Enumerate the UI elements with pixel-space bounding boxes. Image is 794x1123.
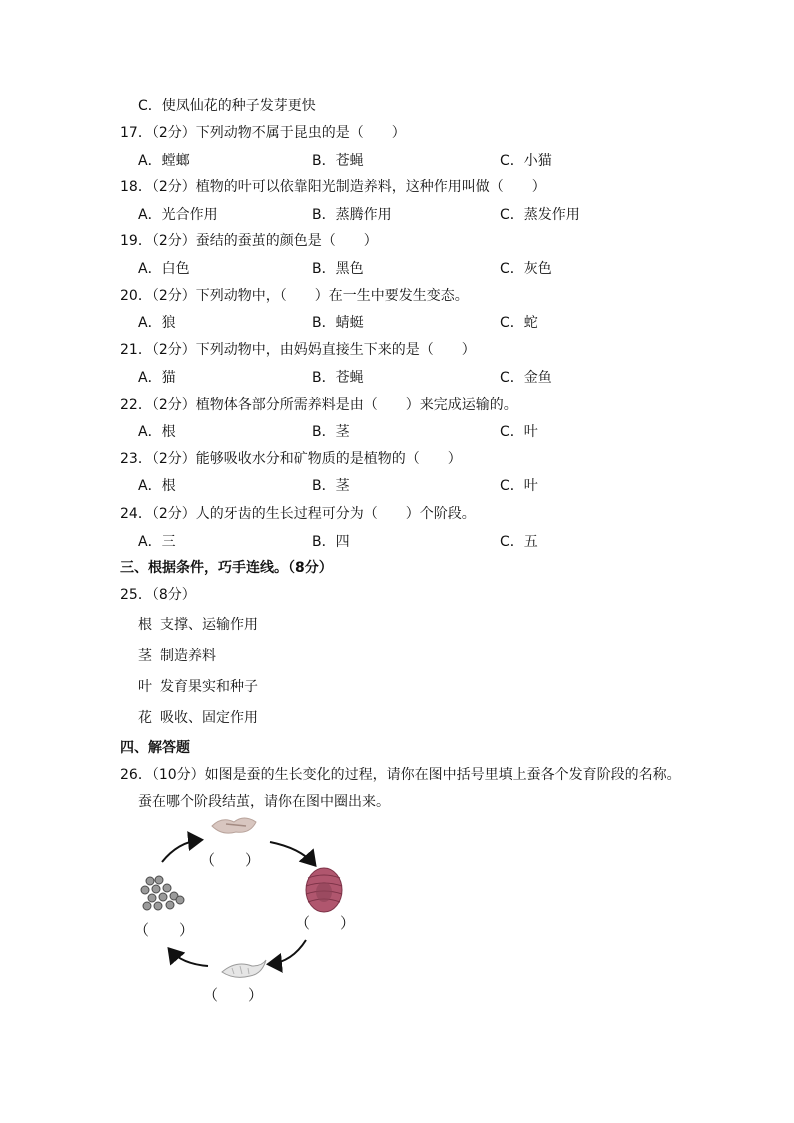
question-20: 20．（2分）下列动物中，（ ）在一生中要发生变态。 xyxy=(120,288,469,304)
silkworm-larva-icon xyxy=(222,960,266,977)
function-make-nutrients: 制造养料 xyxy=(160,648,216,664)
q19-option-a: A．白色 xyxy=(138,261,190,277)
q23-option-a: A．根 xyxy=(138,478,176,494)
question-24: 24．（2分）人的牙齿的生长过程可分为（ ）个阶段。 xyxy=(120,506,476,522)
q24-option-b: B．四 xyxy=(312,534,350,550)
q19-option-c: C．灰色 xyxy=(500,261,552,277)
q20-option-c: C．蛇 xyxy=(500,315,538,331)
q18-option-a: A．光合作用 xyxy=(138,207,218,223)
q24-option-c: C．五 xyxy=(500,534,538,550)
q23-option-c: C．叶 xyxy=(500,478,538,494)
q22-option-a: A．根 xyxy=(138,424,176,440)
q20-option-b: B．蜻蜓 xyxy=(312,315,364,331)
question-22: 22．（2分）植物体各部分所需养料是由（ ）来完成运输的。 xyxy=(120,397,518,413)
organ-root: 根 xyxy=(138,617,152,633)
cocoon-icon xyxy=(306,868,342,912)
question-25: 25．（8分） xyxy=(120,587,196,603)
blank-cocoon-stage[interactable]: （ ） xyxy=(295,914,356,932)
q17-option-a: A．螳螂 xyxy=(138,153,190,169)
blank-egg-stage[interactable]: （ ） xyxy=(134,921,195,939)
q23-option-b: B．茎 xyxy=(312,478,350,494)
q17-option-b: B．苍蝇 xyxy=(312,153,364,169)
blank-moth-stage[interactable]: （ ） xyxy=(200,851,261,869)
q21-option-c: C．金鱼 xyxy=(500,370,552,386)
function-absorb-anchor: 吸收、固定作用 xyxy=(160,710,258,726)
q18-option-b: B．蒸腾作用 xyxy=(312,207,392,223)
q22-option-c: C．叶 xyxy=(500,424,538,440)
q24-option-a: A．三 xyxy=(138,534,176,550)
organ-flower: 花 xyxy=(138,710,152,726)
section-4-heading: 四、解答题 xyxy=(120,740,190,756)
question-17: 17．（2分）下列动物不属于昆虫的是（ ） xyxy=(120,125,406,141)
q17-option-c: C．小猫 xyxy=(500,153,552,169)
arrow-moth-to-cocoon xyxy=(270,842,314,864)
silkworm-eggs-icon xyxy=(141,876,184,910)
q21-option-b: B．苍蝇 xyxy=(312,370,364,386)
blank-larva-stage[interactable]: （ ） xyxy=(203,986,264,1004)
question-26-line-2: 蚕在哪个阶段结茧，请你在图中圈出来。 xyxy=(138,794,390,810)
q18-option-c: C．蒸发作用 xyxy=(500,207,580,223)
arrow-larva-to-eggs xyxy=(170,950,208,966)
question-23: 23．（2分）能够吸收水分和矿物质的是植物的（ ） xyxy=(120,451,462,467)
section-3-heading: 三、根据条件，巧手连线。（8分） xyxy=(120,560,333,576)
question-19: 19．（2分）蚕结的蚕茧的颜色是（ ） xyxy=(120,233,378,249)
q21-option-a: A．猫 xyxy=(138,370,176,386)
arrow-cocoon-to-larva xyxy=(270,940,306,964)
organ-stem: 茎 xyxy=(138,648,152,664)
moth-icon xyxy=(212,818,256,833)
arrow-eggs-to-moth xyxy=(162,840,200,862)
question-26-line-1: 26．（10分）如图是蚕的生长变化的过程，请你在图中括号里填上蚕各个发育阶段的名称。 xyxy=(120,767,681,783)
option-c-top: C．使凤仙花的种子发芽更快 xyxy=(138,98,316,114)
question-21: 21．（2分）下列动物中，由妈妈直接生下来的是（ ） xyxy=(120,342,476,358)
q20-option-a: A．狼 xyxy=(138,315,176,331)
organ-leaf: 叶 xyxy=(138,679,152,695)
question-18: 18．（2分）植物的叶可以依靠阳光制造养料，这种作用叫做（ ） xyxy=(120,179,546,195)
q19-option-b: B．黑色 xyxy=(312,261,364,277)
function-develop-fruit-seed: 发育果实和种子 xyxy=(160,679,258,695)
q22-option-b: B．茎 xyxy=(312,424,350,440)
function-support-transport: 支撑、运输作用 xyxy=(160,617,258,633)
